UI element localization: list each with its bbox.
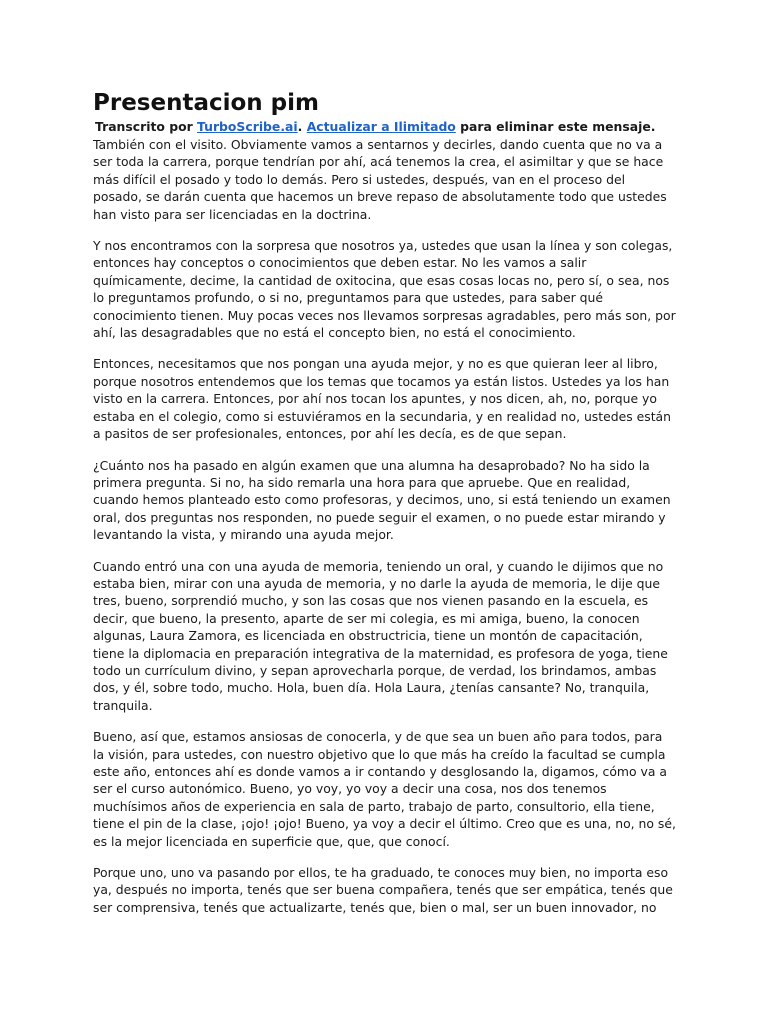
upgrade-unlimited-link[interactable]: Actualizar a Ilimitado (306, 119, 456, 134)
banner-suffix: para eliminar este mensaje. (455, 119, 656, 134)
paragraph: Y nos encontramos con la sorpresa que nosotros ya, ustedes que usan la línea y son colegas, entonces hay conceptos o conocimientos que deben estar. No les vamos a salir químicamente, decime, la cantidad de oxitocina, que esas cosas locas no, pero sí, o sea, nos lo preguntamos profundo, o si no, preguntamos para que ustedes, para saber qué conocimiento tienen. Muy pocas veces nos llevamos sorpresas agradables, pero más son, por ahí, las desagradables que no está el concepto bien, no está el conocimiento. (93, 238, 676, 341)
turboscribe-link[interactable]: TurboScribe.ai (197, 119, 298, 134)
banner-separator: . (297, 119, 307, 134)
paragraph: También con el visito. Obviamente vamos a sentarnos y decirles, dando cuenta que no va a ser toda la carrera, porque tendrían por ahí, acá tenemos la crea, el asimiltar y que se hace más difícil el posado y todo lo demás. Pero si ustedes, después, van en el proceso del posado, se darán cuenta que hacemos un breve repaso de absolutamente todo que ustedes han visto para ser licenciadas en la doctrina. (93, 137, 667, 222)
paragraph: ¿Cuánto nos ha pasado en algún examen que una alumna ha desaprobado? No ha sido la primera pregunta. Si no, ha sido remarla una hora para que apruebe. Que en realidad, cuando hemos planteado esto como profesoras, y decimos, uno, si está teniendo un examen oral, dos preguntas nos responden, no puede seguir el examen, o no puede estar mirando y levantando la vista, y mirando una ayuda mejor. (93, 457, 671, 543)
document-title: Presentacion pim (93, 90, 319, 116)
banner-prefix: Transcrito por (95, 119, 198, 134)
paragraph: Bueno, así que, estamos ansiosas de conocerla, y de que sea un buen año para todos, para la visión, para ustedes, con nuestro objetivo que lo que más ha creído la facultad se cumpla este año, entonces ahí es donde vamos a ir contando y desglosando la, digamos, cómo va a ser el curso autonómico. Bueno, yo voy, yo voy a decir una cosa, nos dos tenemos muchísimos años de experiencia en sala de parto, trabajo de parto, consultorio, ella tiene, tiene el pin de la clase, ¡ojo! ¡ojo! Bueno, ya voy a decir el último. Creo que es una, no, no sé, es la mejor licenciada en superficie que, que, que conocí. (93, 729, 676, 849)
paragraph: Entonces, necesitamos que nos pongan una ayuda mejor, y no es que quieran leer al libro, porque nosotros entendemos que los temas que tocamos ya están listos. Ustedes ya los han visto en la carrera. Entonces, por ahí nos tocan los apuntes, y nos dicen, ah, no, porque yo estaba en el colegio, como si estuviéramos en la secundaria, y en realidad no, ustedes están a pasitos de ser profesionales, entonces, por ahí les decía, es de que sepan. (93, 356, 671, 442)
paragraph: Porque uno, uno va pasando por ellos, te ha graduado, te conoces muy bien, no importa eso ya, después no importa, tenés que ser buena compañera, tenés que ser empática, tenés que ser comprensiva, tenés que actualizarte, tenés que, bien o mal, ser un buen innovador, no (93, 865, 673, 915)
transcription-banner (95, 118, 676, 136)
paragraph: Cuando entró una con una ayuda de memoria, teniendo un oral, y cuando le dijimos que no estaba bien, mirar con una ayuda de memoria, y no darle la ayuda de memoria, le dije que tres, bueno, sorprendió mucho, y son las cosas que nos vienen pasando en la escuela, es decir, que bueno, la presento, aparte de ser mi colegia, es mi amiga, bueno, la conocen algunas, Laura Zamora, es licenciada en obstructricia, tiene un montón de capacitación, tiene la diplomacia en preparación integrativa de la maternidad, es profesora de yoga, tiene todo un currículum divino, y sepan aprovecharla porque, de verdad, los brindamos, ambas dos, y él, sobre todo, mucho. Hola, buen día. Hola Laura, ¿tenías cansante? No, tranquila, tranquila. (93, 558, 668, 713)
